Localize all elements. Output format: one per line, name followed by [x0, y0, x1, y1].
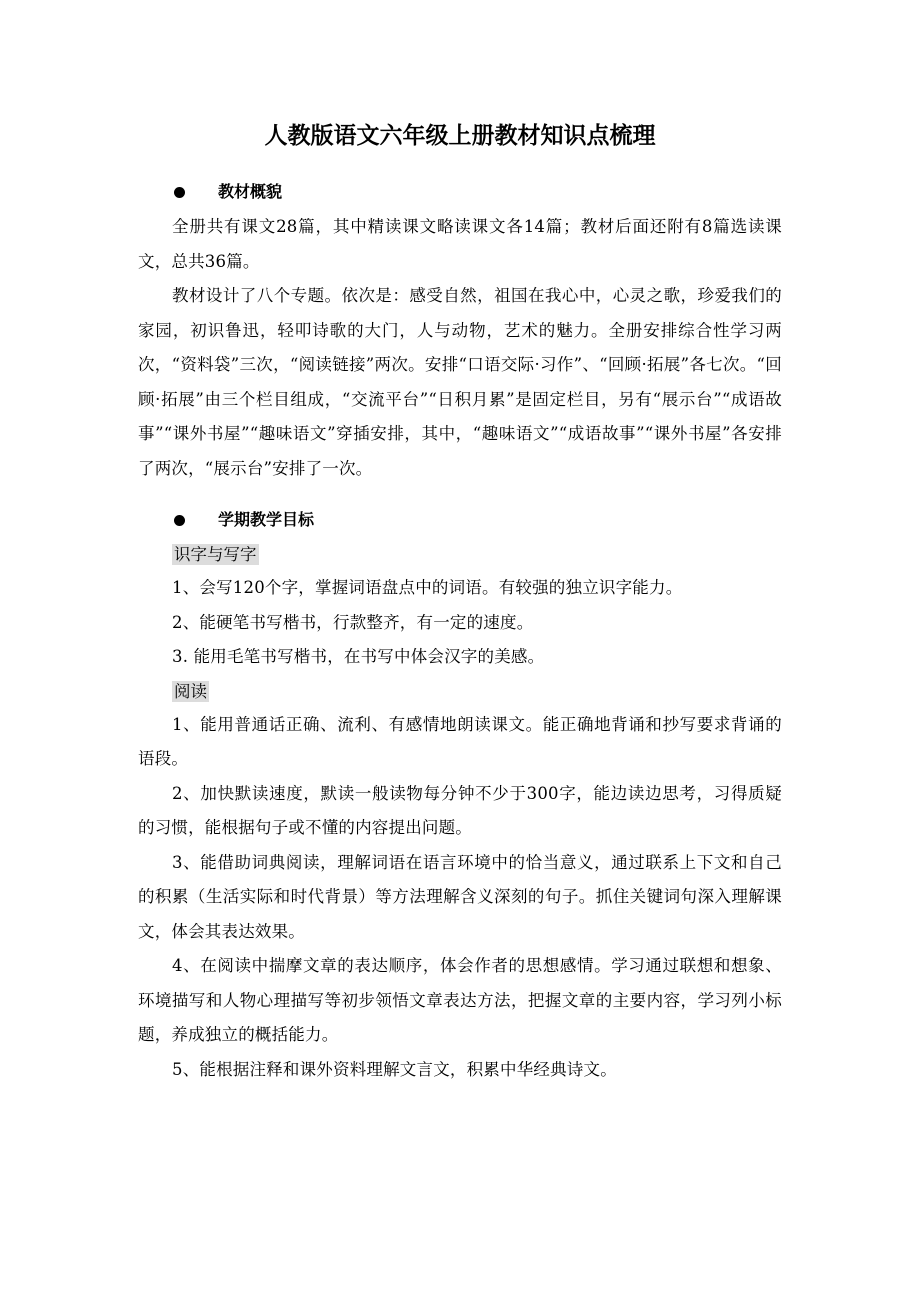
overview-paragraph: 教材设计了八个专题。依次是：感受自然，祖国在我心中，心灵之歌，珍爱我们的家园，初识鲁迅，轻叩诗歌的大门，人与动物，艺术的魅力。全册安排综合性学习两次，“资料袋”三次，“阅读链接”两次。安排“口语交际·习作”、“回顾·拓展”各七次。“回顾·拓展”由三个栏目组成，“交流平台”“日积月累”是固定栏目，另有“展示台”“成语故事”“课外书屋”“趣味语文”穿插安排，其中，“趣味语文”“成语故事”“课外书屋”各安排了两次，“展示台”安排了一次。: [138, 286, 782, 478]
subsection-label: 阅读: [174, 681, 207, 701]
section-heading-label: 教材概貌: [218, 182, 283, 201]
list-item: 2、能硬笔书写楷书，行款整齐，有一定的速度。: [172, 612, 534, 632]
list-item: 5、能根据注释和课外资料理解文言文，积累中华经典诗文。: [172, 1059, 617, 1079]
list-item: 3、能借助词典阅读，理解词语在语言环境中的恰当意义，通过联系上下文和自己的积累（生活实际和时代背景）等方法理解含义深刻的句子。抓住关键词句深入理解课文，体会其表达效果。: [138, 852, 782, 941]
section-spacer: [138, 486, 782, 502]
bullet-icon: [174, 187, 185, 198]
subsection-heading-writing: [138, 538, 782, 571]
bullet-icon: [174, 515, 185, 526]
document-title: 人教版语文六年级上册教材知识点梳理: [264, 123, 656, 149]
section-heading-label: 学期教学目标: [218, 510, 315, 529]
list-item: 2、加快默读速度，默读一般读物每分钟不少于300字，能边读边思考，习得质疑的习惯，能根据句子或不懂的内容提出问题。: [138, 783, 782, 837]
section-heading-overview: [138, 174, 782, 210]
subsection-label: 识字与写字: [174, 545, 257, 564]
document-body: [138, 174, 782, 1087]
subsection-heading-reading: [138, 675, 782, 708]
list-item: 3. 能用毛笔书写楷书，在书写中体会汉字的美感。: [172, 647, 545, 666]
list-item: 1、能用普通话正确、流利、有感情地朗读课文。能正确地背诵和抄写要求背诵的语段。: [138, 714, 782, 768]
list-item: 4、在阅读中揣摩文章的表达顺序，体会作者的思想感情。学习通过联想和想象、环境描写和人物心理描写等初步领悟文章表达方法，把握文章的主要内容，学习列小标题，养成独立的概括能力。: [138, 956, 782, 1044]
overview-paragraph: 全册共有课文28篇，其中精读课文略读课文各14篇；教材后面还附有8篇选读课文，总共36篇。: [138, 217, 782, 271]
list-item: 1、会写120个字，掌握词语盘点中的词语。有较强的独立识字能力。: [172, 578, 683, 597]
section-heading-goals: [138, 502, 782, 538]
